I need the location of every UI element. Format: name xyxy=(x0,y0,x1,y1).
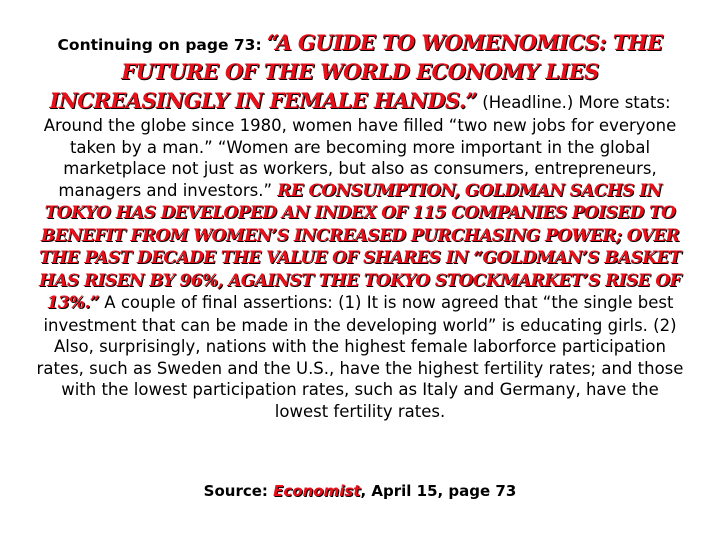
consumption-quote: RE CONSUMPTION, GOLDMAN SACHS IN TOKYO HAS DEVELOPED AN INDEX OF 115 COMPANIES POISED TO BENEFIT FROM WOMEN’S INCREASED PURCHASING POWER; OVER THE PAST DECADE THE VALUE OF SHARES IN “GOLDMAN’S BASKET HAS RISEN BY 96%, AGAINST THE TOKYO STOCKMARKET’S RISE OF 13%.” xyxy=(38,180,682,313)
source-label: Source: xyxy=(203,482,268,500)
source-publication: Economist xyxy=(273,482,361,500)
closing-text: A couple of final assertions: (1) It is now agreed that “the single best investment that can be made in the developing world” is educating girls. (2) Also, surprisingly, nations with the highest female laborforce participation rates, such as Sweden and the U.S., have the highest fertility rates; and those with the lowest participation rates, such as Italy and Germany, have the lowest fertility rates. xyxy=(36,293,684,421)
slide-body xyxy=(36,28,684,422)
intro-text: Continuing on page 73: xyxy=(57,36,262,54)
source-line xyxy=(36,482,684,500)
headline-note: (Headline.) More stats: Around the globe since 1980, women have filled “two new jobs for everyone taken by a man.” “Women are becoming more important in the global marketplace not just as workers, but also as consumers, entrepreneurs, managers and investors.” xyxy=(43,93,677,200)
source-detail: , April 15, page 73 xyxy=(360,482,517,500)
headline-quote: “A GUIDE TO WOMENOMICS: THE FUTURE OF THE WORLD ECONOMY LIES INCREASINGLY IN FEMALE HANDS.” xyxy=(49,30,663,113)
